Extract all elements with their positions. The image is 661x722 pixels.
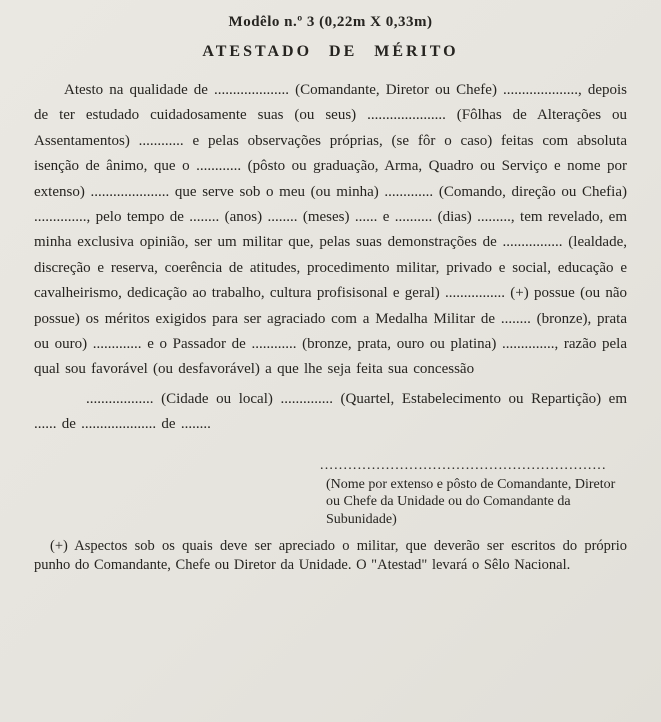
signature-block	[320, 458, 625, 529]
body-paragraph: Atesto na qualidade de .................... (Comandante, Diretor ou Chefe) ...................., depois de ter estudado cuidadosamente suas (ou seus) ..................... (Fôlhas de Alterações ou Assentamentos) ............ e pelas observações próprias, (se fôr o caso) feitas com absoluta isenção de ânimo, que o ............ (pôsto ou graduação, Arma, Quadro ou Serviço e nome por extenso) ..................... que serve sob o meu (ou minha) ............. (Comando, direção ou Chefia) .............., pelo tempo de ........ (anos) ........ (meses) ...... e .......... (dias) ........., tem revelado, em minha exclusiva opinião, ser um militar que, pelas suas demonstrações de ................ (lealdade, discreção e reserva, coerência de atitudes, procedimento militar, privado e social, educação e cavalheirismo, dedicação ao trabalho, cultura profisisonal e geral) ................ (+) possue (ou não possue) os méritos exigidos para ser agraciado com a Medalha Militar de ........ (bronze), prata ou ouro) ............. e o Passador de ............ (bronze, prata, ouro ou platina) .............., razão pela qual sou favorável (ou desfavorável) a que lhe seja feita sua concessão	[34, 82, 627, 378]
signature-caption: (Nome por extenso e pôsto de Comandante, Diretor ou Chefe da Unidade ou do Comandante da Subunidade)	[326, 476, 616, 527]
footnote: (+) Aspectos sob os quais deve ser apreciado o militar, que deverão ser escritos do próprio punho do Comandante, Chefe ou Diretor da Unidade. O "Atestad" levará o Sêlo Nacional.	[34, 538, 627, 573]
document-title: ATESTADO DE MÉRITO	[202, 43, 459, 60]
signature-line: .............................................................	[320, 457, 607, 473]
place-date-paragraph: .................. (Cidade ou local) .............. (Quartel, Estabelecimento ou Repartição) em ...... de .................... de ........	[34, 390, 627, 433]
model-number-line: Modêlo n.º 3 (0,22m X 0,33m)	[228, 14, 433, 30]
